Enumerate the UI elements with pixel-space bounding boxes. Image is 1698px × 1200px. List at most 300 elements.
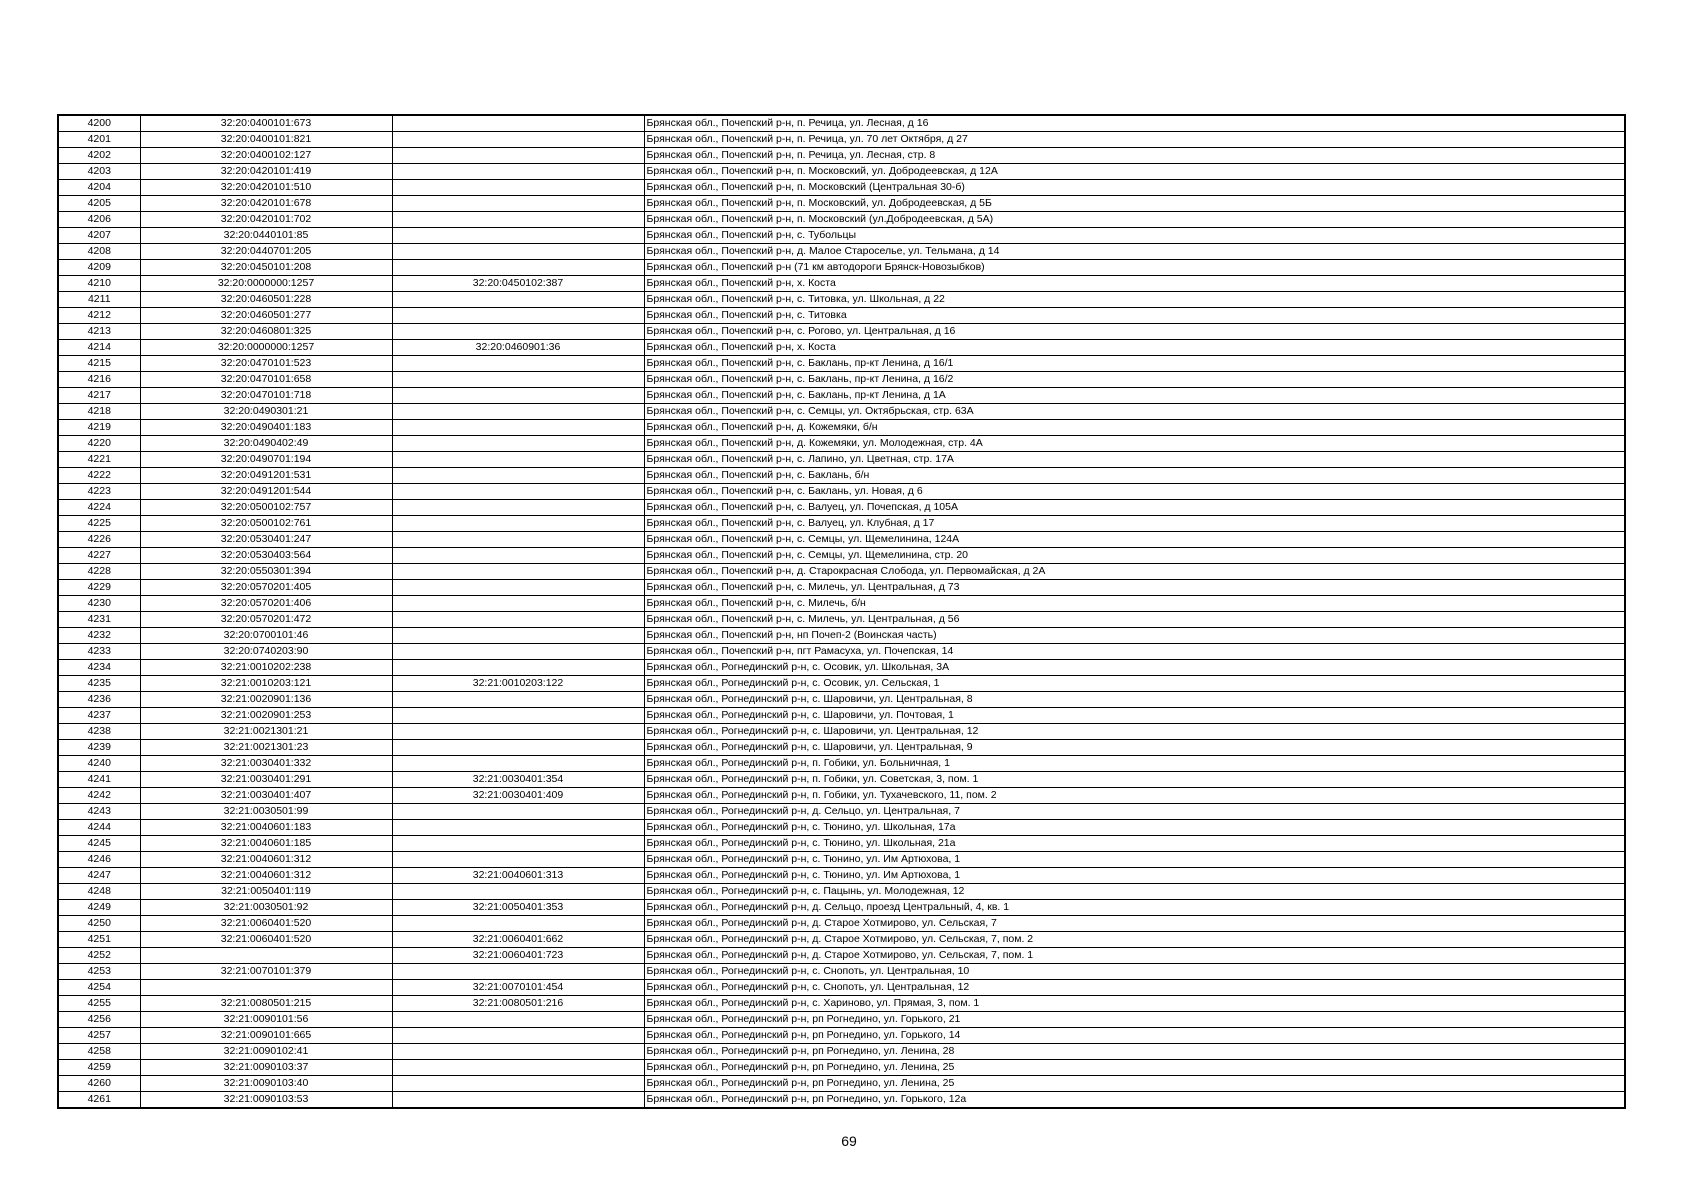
row-number-cell: 4260 [58, 1076, 140, 1092]
cadastral-number-cell: 32:20:0530403:564 [140, 548, 392, 564]
related-cadastral-number-cell [392, 292, 644, 308]
address-cell: Брянская обл., Рогнединский р-н, с. Тюнино, ул. Им Артюхова, 1 [644, 852, 1625, 868]
address-cell: Брянская обл., Рогнединский р-н, с. Пацынь, ул. Молодежная, 12 [644, 884, 1625, 900]
row-number-cell: 4218 [58, 404, 140, 420]
related-cadastral-number-cell [392, 372, 644, 388]
cadastral-number-cell: 32:21:0021301:23 [140, 740, 392, 756]
related-cadastral-number-cell [392, 724, 644, 740]
address-cell: Брянская обл., Почепский р-н, нп Почеп-2 (Воинская часть) [644, 628, 1625, 644]
related-cadastral-number-cell [392, 500, 644, 516]
table-row [58, 964, 1625, 980]
cadastral-number-cell: 32:20:0400101:673 [140, 115, 392, 132]
table-row [58, 132, 1625, 148]
address-cell: Брянская обл., Почепский р-н, д. Кожемяки, ул. Молодежная, стр. 4А [644, 436, 1625, 452]
table-row [58, 564, 1625, 580]
row-number-cell: 4252 [58, 948, 140, 964]
related-cadastral-number-cell [392, 196, 644, 212]
row-number-cell: 4257 [58, 1028, 140, 1044]
table-row [58, 164, 1625, 180]
row-number-cell: 4250 [58, 916, 140, 932]
table-row [58, 1092, 1625, 1109]
row-number-cell: 4220 [58, 436, 140, 452]
cadastral-number-cell: 32:21:0010203:121 [140, 676, 392, 692]
table-row [58, 596, 1625, 612]
related-cadastral-number-cell [392, 228, 644, 244]
address-cell: Брянская обл., Почепский р-н, с. Баклань, пр-кт Ленина, д 1А [644, 388, 1625, 404]
address-cell: Брянская обл., Почепский р-н, с. Тубольцы [644, 228, 1625, 244]
row-number-cell: 4234 [58, 660, 140, 676]
cadastral-number-cell: 32:20:0440101:85 [140, 228, 392, 244]
cadastral-number-cell: 32:21:0060401:520 [140, 932, 392, 948]
address-cell: Брянская обл., Почепский р-н, с. Титовка [644, 308, 1625, 324]
cadastral-number-cell: 32:20:0530401:247 [140, 532, 392, 548]
related-cadastral-number-cell [392, 164, 644, 180]
table-row [58, 612, 1625, 628]
row-number-cell: 4202 [58, 148, 140, 164]
cadastral-number-cell: 32:20:0570201:472 [140, 612, 392, 628]
cadastral-number-cell: 32:21:0040601:185 [140, 836, 392, 852]
table-row [58, 932, 1625, 948]
cadastral-number-cell: 32:20:0460801:325 [140, 324, 392, 340]
address-cell: Брянская обл., Почепский р-н, п. Речица, ул. 70 лет Октября, д 27 [644, 132, 1625, 148]
row-number-cell: 4255 [58, 996, 140, 1012]
cadastral-number-cell: 32:21:0030401:332 [140, 756, 392, 772]
related-cadastral-number-cell [392, 1028, 644, 1044]
related-cadastral-number-cell [392, 852, 644, 868]
row-number-cell: 4247 [58, 868, 140, 884]
related-cadastral-number-cell [392, 468, 644, 484]
related-cadastral-number-cell [392, 884, 644, 900]
table-row [58, 372, 1625, 388]
table-row [58, 212, 1625, 228]
cadastral-number-cell: 32:20:0470101:523 [140, 356, 392, 372]
related-cadastral-number-cell [392, 644, 644, 660]
property-table [57, 114, 1626, 1109]
related-cadastral-number-cell: 32:21:0010203:122 [392, 676, 644, 692]
related-cadastral-number-cell: 32:21:0040601:313 [392, 868, 644, 884]
related-cadastral-number-cell [392, 308, 644, 324]
related-cadastral-number-cell [392, 548, 644, 564]
related-cadastral-number-cell [392, 420, 644, 436]
table-row [58, 724, 1625, 740]
table-row [58, 740, 1625, 756]
cadastral-number-cell: 32:20:0420101:678 [140, 196, 392, 212]
row-number-cell: 4246 [58, 852, 140, 868]
related-cadastral-number-cell [392, 452, 644, 468]
address-cell: Брянская обл., Почепский р-н, х. Коста [644, 276, 1625, 292]
row-number-cell: 4215 [58, 356, 140, 372]
cadastral-number-cell: 32:20:0491201:544 [140, 484, 392, 500]
cadastral-number-cell: 32:20:0450101:208 [140, 260, 392, 276]
row-number-cell: 4239 [58, 740, 140, 756]
table-row [58, 948, 1625, 964]
address-cell: Брянская обл., Почепский р-н, п. Московский, ул. Добродеевская, д 5Б [644, 196, 1625, 212]
address-cell: Брянская обл., Почепский р-н, с. Валуец, ул. Клубная, д 17 [644, 516, 1625, 532]
cadastral-number-cell: 32:21:0030401:291 [140, 772, 392, 788]
related-cadastral-number-cell [392, 532, 644, 548]
cadastral-number-cell: 32:21:0090101:56 [140, 1012, 392, 1028]
row-number-cell: 4226 [58, 532, 140, 548]
row-number-cell: 4206 [58, 212, 140, 228]
row-number-cell: 4231 [58, 612, 140, 628]
related-cadastral-number-cell [392, 1012, 644, 1028]
cadastral-number-cell: 32:20:0500102:761 [140, 516, 392, 532]
table-row [58, 836, 1625, 852]
row-number-cell: 4259 [58, 1060, 140, 1076]
address-cell: Брянская обл., Рогнединский р-н, п. Гобики, ул. Тухачевского, 11, пом. 2 [644, 788, 1625, 804]
table-row [58, 884, 1625, 900]
row-number-cell: 4261 [58, 1092, 140, 1109]
row-number-cell: 4241 [58, 772, 140, 788]
address-cell: Брянская обл., Рогнединский р-н, п. Гобики, ул. Советская, 3, пом. 1 [644, 772, 1625, 788]
related-cadastral-number-cell [392, 1076, 644, 1092]
row-number-cell: 4233 [58, 644, 140, 660]
row-number-cell: 4201 [58, 132, 140, 148]
cadastral-number-cell: 32:21:0090102:41 [140, 1044, 392, 1060]
address-cell: Брянская обл., Почепский р-н, с. Титовка, ул. Школьная, д 22 [644, 292, 1625, 308]
cadastral-number-cell [140, 948, 392, 964]
table-row [58, 580, 1625, 596]
related-cadastral-number-cell [392, 708, 644, 724]
row-number-cell: 4227 [58, 548, 140, 564]
related-cadastral-number-cell: 32:21:0080501:216 [392, 996, 644, 1012]
address-cell: Брянская обл., Почепский р-н, п. Речица, ул. Лесная, д 16 [644, 115, 1625, 132]
table-row [58, 532, 1625, 548]
related-cadastral-number-cell [392, 628, 644, 644]
table-row [58, 180, 1625, 196]
address-cell: Брянская обл., Рогнединский р-н, д. Сельцо, ул. Центральная, 7 [644, 804, 1625, 820]
related-cadastral-number-cell [392, 436, 644, 452]
row-number-cell: 4216 [58, 372, 140, 388]
address-cell: Брянская обл., Рогнединский р-н, рп Рогнедино, ул. Ленина, 25 [644, 1060, 1625, 1076]
table-row [58, 772, 1625, 788]
related-cadastral-number-cell [392, 804, 644, 820]
table-row [58, 388, 1625, 404]
row-number-cell: 4245 [58, 836, 140, 852]
related-cadastral-number-cell [392, 484, 644, 500]
address-cell: Брянская обл., Почепский р-н, х. Коста [644, 340, 1625, 356]
table-row [58, 1044, 1625, 1060]
row-number-cell: 4236 [58, 692, 140, 708]
related-cadastral-number-cell [392, 820, 644, 836]
address-cell: Брянская обл., Почепский р-н, с. Валуец, ул. Почепская, д 105А [644, 500, 1625, 516]
cadastral-number-cell: 32:20:0440701:205 [140, 244, 392, 260]
row-number-cell: 4249 [58, 900, 140, 916]
table-row [58, 900, 1625, 916]
address-cell: Брянская обл., Почепский р-н, с. Баклань, пр-кт Ленина, д 16/2 [644, 372, 1625, 388]
table-body [58, 115, 1625, 1108]
row-number-cell: 4232 [58, 628, 140, 644]
cadastral-number-cell: 32:20:0400101:821 [140, 132, 392, 148]
cadastral-number-cell: 32:21:0040601:183 [140, 820, 392, 836]
related-cadastral-number-cell [392, 580, 644, 596]
related-cadastral-number-cell: 32:21:0030401:354 [392, 772, 644, 788]
cadastral-number-cell: 32:20:0000000:1257 [140, 276, 392, 292]
table-row [58, 244, 1625, 260]
related-cadastral-number-cell [392, 1092, 644, 1109]
row-number-cell: 4244 [58, 820, 140, 836]
address-cell: Брянская обл., Рогнединский р-н, д. Старое Хотмирово, ул. Сельская, 7 [644, 916, 1625, 932]
row-number-cell: 4242 [58, 788, 140, 804]
table-row [58, 756, 1625, 772]
address-cell: Брянская обл., Рогнединский р-н, с. Шаровичи, ул. Центральная, 8 [644, 692, 1625, 708]
table-row [58, 1060, 1625, 1076]
cadastral-number-cell: 32:20:0570201:405 [140, 580, 392, 596]
address-cell: Брянская обл., Почепский р-н, п. Московский (ул.Добродеевская, д 5А) [644, 212, 1625, 228]
table-row [58, 420, 1625, 436]
row-number-cell: 4254 [58, 980, 140, 996]
cadastral-number-cell: 32:20:0470101:718 [140, 388, 392, 404]
table-row [58, 324, 1625, 340]
cadastral-number-cell: 32:21:0060401:520 [140, 916, 392, 932]
related-cadastral-number-cell [392, 516, 644, 532]
related-cadastral-number-cell [392, 244, 644, 260]
row-number-cell: 4235 [58, 676, 140, 692]
table-row [58, 148, 1625, 164]
cadastral-number-cell: 32:21:0040601:312 [140, 868, 392, 884]
address-cell: Брянская обл., Рогнединский р-н, с. Осовик, ул. Сельская, 1 [644, 676, 1625, 692]
cadastral-number-cell: 32:21:0020901:253 [140, 708, 392, 724]
table-row [58, 1076, 1625, 1092]
address-cell: Брянская обл., Рогнединский р-н, рп Рогнедино, ул. Горького, 21 [644, 1012, 1625, 1028]
related-cadastral-number-cell [392, 612, 644, 628]
address-cell: Брянская обл., Рогнединский р-н, с. Шаровичи, ул. Центральная, 12 [644, 724, 1625, 740]
table-row [58, 340, 1625, 356]
row-number-cell: 4210 [58, 276, 140, 292]
address-cell: Брянская обл., Почепский р-н, п. Московский (Центральная 30-б) [644, 180, 1625, 196]
address-cell: Брянская обл., Почепский р-н, с. Баклань, пр-кт Ленина, д 16/1 [644, 356, 1625, 372]
table-row [58, 436, 1625, 452]
table-row [58, 356, 1625, 372]
related-cadastral-number-cell [392, 180, 644, 196]
row-number-cell: 4200 [58, 115, 140, 132]
table-row [58, 404, 1625, 420]
address-cell: Брянская обл., Рогнединский р-н, с. Тюнино, ул. Школьная, 21а [644, 836, 1625, 852]
related-cadastral-number-cell [392, 356, 644, 372]
related-cadastral-number-cell [392, 692, 644, 708]
row-number-cell: 4251 [58, 932, 140, 948]
table-row [58, 228, 1625, 244]
related-cadastral-number-cell: 32:20:0450102:387 [392, 276, 644, 292]
address-cell: Брянская обл., Рогнединский р-н, с. Хариново, ул. Прямая, 3, пом. 1 [644, 996, 1625, 1012]
address-cell: Брянская обл., Рогнединский р-н, с. Осовик, ул. Школьная, 3А [644, 660, 1625, 676]
cadastral-number-cell: 32:21:0090103:40 [140, 1076, 392, 1092]
table-row [58, 260, 1625, 276]
cadastral-number-cell: 32:20:0490402:49 [140, 436, 392, 452]
address-cell: Брянская обл., Почепский р-н, д. Малое Староселье, ул. Тельмана, д 14 [644, 244, 1625, 260]
table-row [58, 500, 1625, 516]
cadastral-number-cell: 32:21:0030501:99 [140, 804, 392, 820]
address-cell: Брянская обл., Рогнединский р-н, с. Тюнино, ул. Им Артюхова, 1 [644, 868, 1625, 884]
address-cell: Брянская обл., Почепский р-н, с. Семцы, ул. Щемелинина, 124А [644, 532, 1625, 548]
row-number-cell: 4213 [58, 324, 140, 340]
related-cadastral-number-cell: 32:21:0060401:723 [392, 948, 644, 964]
related-cadastral-number-cell [392, 212, 644, 228]
row-number-cell: 4211 [58, 292, 140, 308]
cadastral-number-cell: 32:20:0550301:394 [140, 564, 392, 580]
address-cell: Брянская обл., Почепский р-н, п. Московский, ул. Добродеевская, д 12А [644, 164, 1625, 180]
table-row [58, 548, 1625, 564]
table-row [58, 676, 1625, 692]
related-cadastral-number-cell [392, 148, 644, 164]
cadastral-number-cell: 32:21:0020901:136 [140, 692, 392, 708]
cadastral-number-cell: 32:21:0010202:238 [140, 660, 392, 676]
cadastral-number-cell: 32:20:0490301:21 [140, 404, 392, 420]
cadastral-number-cell: 32:20:0420101:510 [140, 180, 392, 196]
cadastral-number-cell: 32:21:0080501:215 [140, 996, 392, 1012]
related-cadastral-number-cell [392, 660, 644, 676]
address-cell: Брянская обл., Почепский р-н, с. Семцы, ул. Щемелинина, стр. 20 [644, 548, 1625, 564]
table-row [58, 628, 1625, 644]
address-cell: Брянская обл., Рогнединский р-н, рп Рогнедино, ул. Ленина, 28 [644, 1044, 1625, 1060]
address-cell: Брянская обл., Рогнединский р-н, д. Старое Хотмирово, ул. Сельская, 7, пом. 2 [644, 932, 1625, 948]
page-number: 69 [841, 1133, 857, 1149]
table-row [58, 916, 1625, 932]
related-cadastral-number-cell: 32:21:0060401:662 [392, 932, 644, 948]
row-number-cell: 4228 [58, 564, 140, 580]
address-cell: Брянская обл., Почепский р-н, с. Милечь, ул. Центральная, д 73 [644, 580, 1625, 596]
address-cell: Брянская обл., Почепский р-н, с. Лапино, ул. Цветная, стр. 17А [644, 452, 1625, 468]
cadastral-number-cell: 32:20:0470101:658 [140, 372, 392, 388]
address-cell: Брянская обл., Почепский р-н, с. Милечь, ул. Центральная, д 56 [644, 612, 1625, 628]
row-number-cell: 4237 [58, 708, 140, 724]
address-cell: Брянская обл., Рогнединский р-н, с. Снопоть, ул. Центральная, 10 [644, 964, 1625, 980]
table-row [58, 516, 1625, 532]
address-cell: Брянская обл., Рогнединский р-н, рп Рогнедино, ул. Горького, 14 [644, 1028, 1625, 1044]
cadastral-number-cell: 32:20:0420101:702 [140, 212, 392, 228]
table-row [58, 820, 1625, 836]
related-cadastral-number-cell [392, 836, 644, 852]
address-cell: Брянская обл., Почепский р-н, д. Кожемяки, б/н [644, 420, 1625, 436]
table-row [58, 452, 1625, 468]
table-row [58, 644, 1625, 660]
address-cell: Брянская обл., Рогнединский р-н, д. Сельцо, проезд Центральный, 4, кв. 1 [644, 900, 1625, 916]
row-number-cell: 4222 [58, 468, 140, 484]
row-number-cell: 4248 [58, 884, 140, 900]
row-number-cell: 4217 [58, 388, 140, 404]
address-cell: Брянская обл., Почепский р-н, п. Речица, ул. Лесная, стр. 8 [644, 148, 1625, 164]
related-cadastral-number-cell [392, 1060, 644, 1076]
address-cell: Брянская обл., Почепский р-н, с. Баклань, ул. Новая, д 6 [644, 484, 1625, 500]
address-cell: Брянская обл., Рогнединский р-н, с. Тюнино, ул. Школьная, 17а [644, 820, 1625, 836]
related-cadastral-number-cell [392, 324, 644, 340]
row-number-cell: 4208 [58, 244, 140, 260]
cadastral-number-cell: 32:20:0490701:194 [140, 452, 392, 468]
table-row [58, 692, 1625, 708]
address-cell: Брянская обл., Рогнединский р-н, д. Старое Хотмирово, ул. Сельская, 7, пом. 1 [644, 948, 1625, 964]
row-number-cell: 4243 [58, 804, 140, 820]
cadastral-number-cell: 32:21:0050401:119 [140, 884, 392, 900]
row-number-cell: 4229 [58, 580, 140, 596]
cadastral-number-cell: 32:20:0420101:419 [140, 164, 392, 180]
cadastral-number-cell: 32:20:0491201:531 [140, 468, 392, 484]
table-row [58, 804, 1625, 820]
related-cadastral-number-cell [392, 564, 644, 580]
cadastral-number-cell: 32:21:0090103:37 [140, 1060, 392, 1076]
row-number-cell: 4203 [58, 164, 140, 180]
related-cadastral-number-cell [392, 756, 644, 772]
cadastral-number-cell: 32:20:0740203:90 [140, 644, 392, 660]
address-cell: Брянская обл., Рогнединский р-н, рп Рогнедино, ул. Ленина, 25 [644, 1076, 1625, 1092]
table-row [58, 484, 1625, 500]
related-cadastral-number-cell [392, 916, 644, 932]
related-cadastral-number-cell [392, 404, 644, 420]
row-number-cell: 4207 [58, 228, 140, 244]
table-row [58, 292, 1625, 308]
row-number-cell: 4209 [58, 260, 140, 276]
related-cadastral-number-cell [392, 596, 644, 612]
related-cadastral-number-cell [392, 388, 644, 404]
address-cell: Брянская обл., Почепский р-н, с. Семцы, ул. Октябрьская, стр. 63А [644, 404, 1625, 420]
address-cell: Брянская обл., Почепский р-н, пгт Рамасуха, ул. Почепская, 14 [644, 644, 1625, 660]
address-cell: Брянская обл., Почепский р-н (71 км автодороги Брянск-Новозыбков) [644, 260, 1625, 276]
address-cell: Брянская обл., Рогнединский р-н, с. Шаровичи, ул. Почтовая, 1 [644, 708, 1625, 724]
table-row [58, 1012, 1625, 1028]
cadastral-number-cell: 32:21:0030501:92 [140, 900, 392, 916]
cadastral-number-cell: 32:20:0700101:46 [140, 628, 392, 644]
address-cell: Брянская обл., Рогнединский р-н, п. Гобики, ул. Больничная, 1 [644, 756, 1625, 772]
cadastral-number-cell: 32:20:0500102:757 [140, 500, 392, 516]
table-row [58, 852, 1625, 868]
row-number-cell: 4214 [58, 340, 140, 356]
row-number-cell: 4253 [58, 964, 140, 980]
row-number-cell: 4223 [58, 484, 140, 500]
address-cell: Брянская обл., Рогнединский р-н, с. Снопоть, ул. Центральная, 12 [644, 980, 1625, 996]
table-row [58, 660, 1625, 676]
related-cadastral-number-cell [392, 740, 644, 756]
address-cell: Брянская обл., Почепский р-н, с. Рогово, ул. Центральная, д 16 [644, 324, 1625, 340]
table-row [58, 276, 1625, 292]
cadastral-number-cell: 32:20:0000000:1257 [140, 340, 392, 356]
row-number-cell: 4212 [58, 308, 140, 324]
address-cell: Брянская обл., Рогнединский р-н, с. Шаровичи, ул. Центральная, 9 [644, 740, 1625, 756]
table-row [58, 788, 1625, 804]
row-number-cell: 4224 [58, 500, 140, 516]
table-row [58, 996, 1625, 1012]
cadastral-number-cell: 32:21:0040601:312 [140, 852, 392, 868]
table-row [58, 196, 1625, 212]
table-row [58, 708, 1625, 724]
related-cadastral-number-cell [392, 1044, 644, 1060]
row-number-cell: 4258 [58, 1044, 140, 1060]
cadastral-number-cell: 32:21:0090101:665 [140, 1028, 392, 1044]
related-cadastral-number-cell: 32:21:0030401:409 [392, 788, 644, 804]
table-row [58, 1028, 1625, 1044]
table-row [58, 868, 1625, 884]
row-number-cell: 4204 [58, 180, 140, 196]
cadastral-number-cell: 32:21:0030401:407 [140, 788, 392, 804]
cadastral-number-cell: 32:20:0400102:127 [140, 148, 392, 164]
row-number-cell: 4256 [58, 1012, 140, 1028]
address-cell: Брянская обл., Почепский р-н, с. Милечь, б/н [644, 596, 1625, 612]
related-cadastral-number-cell: 32:21:0050401:353 [392, 900, 644, 916]
row-number-cell: 4238 [58, 724, 140, 740]
related-cadastral-number-cell [392, 260, 644, 276]
row-number-cell: 4221 [58, 452, 140, 468]
cadastral-number-cell: 32:20:0460501:277 [140, 308, 392, 324]
row-number-cell: 4240 [58, 756, 140, 772]
row-number-cell: 4230 [58, 596, 140, 612]
row-number-cell: 4225 [58, 516, 140, 532]
related-cadastral-number-cell [392, 964, 644, 980]
address-cell: Брянская обл., Почепский р-н, с. Баклань, б/н [644, 468, 1625, 484]
row-number-cell: 4205 [58, 196, 140, 212]
cadastral-number-cell: 32:20:0460501:228 [140, 292, 392, 308]
cadastral-number-cell: 32:20:0490401:183 [140, 420, 392, 436]
related-cadastral-number-cell [392, 132, 644, 148]
related-cadastral-number-cell: 32:21:0070101:454 [392, 980, 644, 996]
table-row [58, 468, 1625, 484]
